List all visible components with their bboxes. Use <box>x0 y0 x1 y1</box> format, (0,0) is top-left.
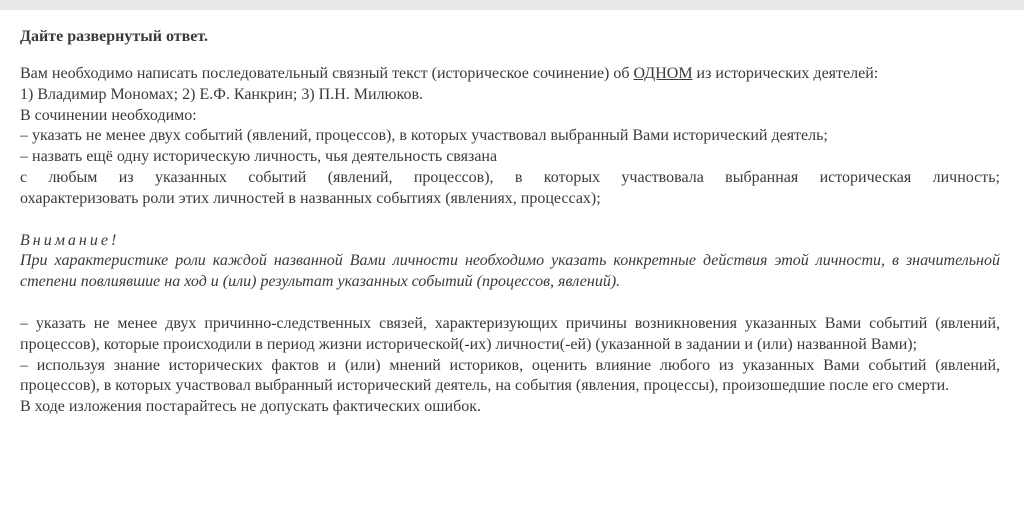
intro-options: 1) Владимир Мономах; 2) Е.Ф. Канкрин; 3) П.Н. Милюков. <box>20 85 424 103</box>
requirement-3: – указать не менее двух причинно-следственных связей, характеризующих причины возникновения указанных Вами событий (явлений, процессов), которые происходили в период жизни исторической(-их) личности(-ей) (указанной в задании и (или) названной Вами); <box>20 314 1000 353</box>
top-bar <box>0 0 1024 10</box>
intro-emphasis: ОДНОМ <box>633 65 693 82</box>
requirements-title: В сочинении необходимо: <box>20 106 197 124</box>
intro-after: из исторических деятелей: <box>692 65 879 82</box>
task-heading: Дайте развернутый ответ. <box>20 28 208 45</box>
spacer <box>20 293 1000 314</box>
requirement-4: – используя знание исторических фактов и (или) мнений историков, оценить влияние любого из указанных Вами событий (явлений, процессов), в которых участвовал выбранный исторический деятель, на события (явления, процессы), произошедшие после его смерти. <box>20 356 1000 395</box>
attention-text: При характеристике роли каждой названной Вами личности необходимо указать конкретные действия этой личности, в значительной степени повлиявшие на ход и (или) результат указанных событий (процессов, явлений). <box>20 252 1000 291</box>
requirement-1: – указать не менее двух событий (явлений, процессов), в которых участвовал выбранный Вами исторический деятель; <box>20 127 828 145</box>
task-content <box>20 26 1000 418</box>
attention-title: Внимание! <box>20 231 120 249</box>
requirement-2-line-3: охарактеризовать роли этих личностей в названных событиях (явлениях, процессах); <box>20 189 601 207</box>
requirement-2-line-2: с любым из указанных событий (явлений, процессов), в которых участвовала выбранная историческая личность; <box>20 168 1000 186</box>
requirement-2-line-1: – назвать ещё одну историческую личность, чья деятельность связана <box>20 148 498 166</box>
closing-note: В ходе изложения постарайтесь не допускать фактических ошибок. <box>20 398 481 416</box>
intro-line <box>20 64 1000 85</box>
intro-before: Вам необходимо написать последовательный связный текст (историческое сочинение) об <box>20 65 634 82</box>
